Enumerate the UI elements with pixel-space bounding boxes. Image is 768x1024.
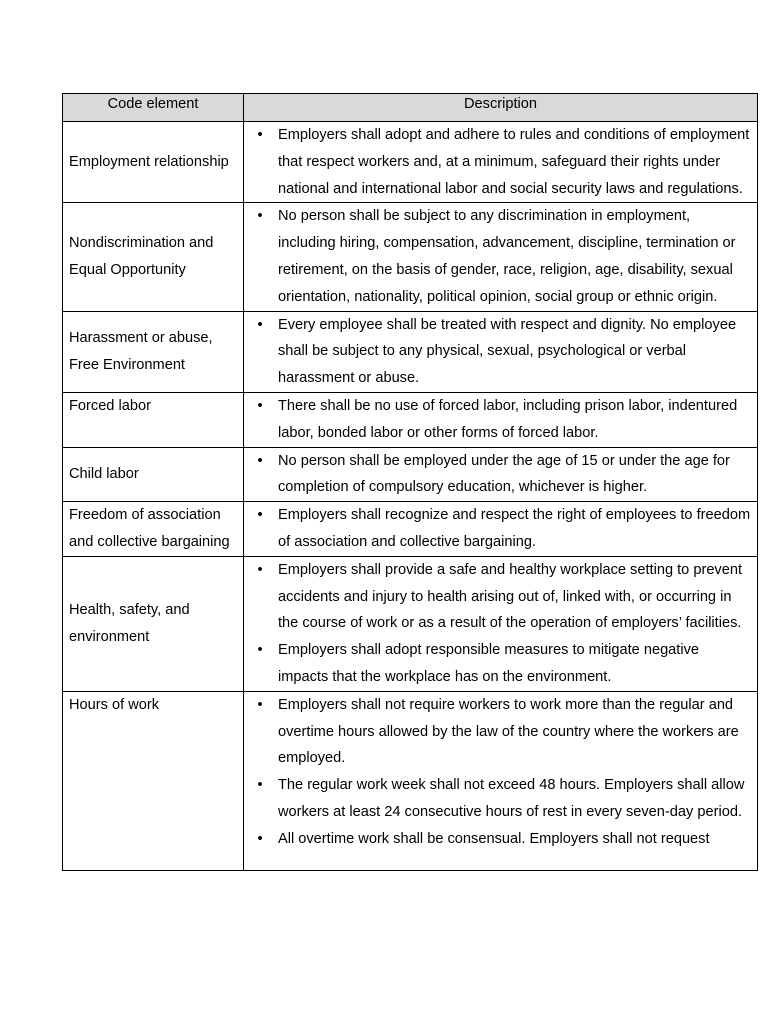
table-row — [63, 556, 758, 691]
description-cell — [244, 203, 758, 311]
description-bullet — [250, 312, 751, 392]
bullet-icon: • — [257, 397, 263, 414]
code-of-conduct-table — [62, 93, 758, 871]
description-bullet — [250, 692, 751, 772]
description-bullet — [250, 772, 751, 826]
table-row — [63, 311, 758, 392]
header-description: Description — [244, 94, 758, 122]
table-row — [63, 392, 758, 447]
description-cell — [244, 556, 758, 691]
code-element-cell: Health, safety, and environment — [63, 556, 244, 691]
description-cell — [244, 392, 758, 447]
table-row — [63, 502, 758, 557]
table-header-row — [63, 94, 758, 122]
description-bullet — [250, 448, 751, 502]
bullet-icon: • — [257, 830, 263, 847]
bullet-text: No person shall be employed under the age of 15 or under the age for completion of compulsory education, whichever is higher. — [278, 452, 730, 496]
table-row — [63, 447, 758, 502]
bullet-text: Employers shall adopt and adhere to rules and conditions of employment that respect workers and, at a minimum, safeguard their rights under national and international labor and social security laws and regulations. — [278, 127, 750, 197]
code-element-cell: Hours of work — [63, 691, 244, 870]
table-row — [63, 691, 758, 870]
code-element-cell: Harassment or abuse, Free Environment — [63, 311, 244, 392]
table-row — [63, 122, 758, 203]
bullet-text: The regular work week shall not exceed 48 hours. Employers shall allow workers at least 24 consecutive hours of rest in every seven-day period. — [278, 777, 745, 820]
bullet-text: Employers shall adopt responsible measures to mitigate negative impacts that the workplace has on the environment. — [278, 642, 700, 685]
description-bullet — [250, 826, 751, 853]
bullet-text: Employers shall provide a safe and healthy workplace setting to prevent accidents and injury to health arising out of, linked with, or occurring in the course of work or as a result of the operation of employers’ facilities. — [278, 561, 743, 632]
description-cell — [244, 447, 758, 502]
bullet-icon: • — [257, 208, 263, 225]
bullet-text: Every employee shall be treated with respect and dignity. No employee shall be subject to any physical, sexual, psychological or verbal harassment or abuse. — [278, 316, 737, 387]
description-bullet — [250, 122, 751, 202]
description-bullet — [250, 637, 751, 691]
bullet-icon: • — [257, 452, 263, 469]
bullet-text: No person shall be subject to any discrimination in employment, including hiring, compensation, advancement, discipline, termination or retirement, on the basis of gender, race, religion, age, disability, sexual orientation, nationality, political opinion, social group or ethnic origin. — [278, 208, 736, 305]
description-cell — [244, 691, 758, 870]
header-code-element: Code element — [63, 94, 244, 122]
bullet-text: All overtime work shall be consensual. Employers shall not request — [278, 830, 710, 847]
description-cell — [244, 311, 758, 392]
description-cell — [244, 502, 758, 557]
bullet-text: There shall be no use of forced labor, including prison labor, indentured labor, bonded labor or other forms of forced labor. — [278, 397, 738, 441]
code-element-cell: Child labor — [63, 447, 244, 502]
bullet-icon: • — [257, 696, 263, 713]
code-element-cell: Forced labor — [63, 392, 244, 447]
bullet-icon: • — [257, 127, 263, 143]
bullet-icon: • — [257, 561, 263, 578]
bullet-icon: • — [257, 777, 263, 794]
bullet-text: Employers shall recognize and respect the right of employees to freedom of association and collective bargaining. — [278, 507, 751, 550]
description-bullet — [250, 393, 751, 447]
code-element-cell: Nondiscrimination and Equal Opportunity — [63, 203, 244, 311]
description-bullet — [250, 502, 751, 556]
bullet-icon: • — [257, 316, 263, 333]
description-bullet — [250, 203, 751, 310]
description-bullet — [250, 557, 751, 637]
bullet-icon: • — [257, 642, 263, 659]
code-element-cell: Employment relationship — [63, 122, 244, 203]
table-row — [63, 203, 758, 311]
code-element-cell: Freedom of association and collective bargaining — [63, 502, 244, 557]
bullet-icon: • — [257, 507, 263, 524]
bullet-text: Employers shall not require workers to work more than the regular and overtime hours allowed by the law of the country where the workers are employed. — [278, 696, 739, 767]
description-cell — [244, 122, 758, 203]
